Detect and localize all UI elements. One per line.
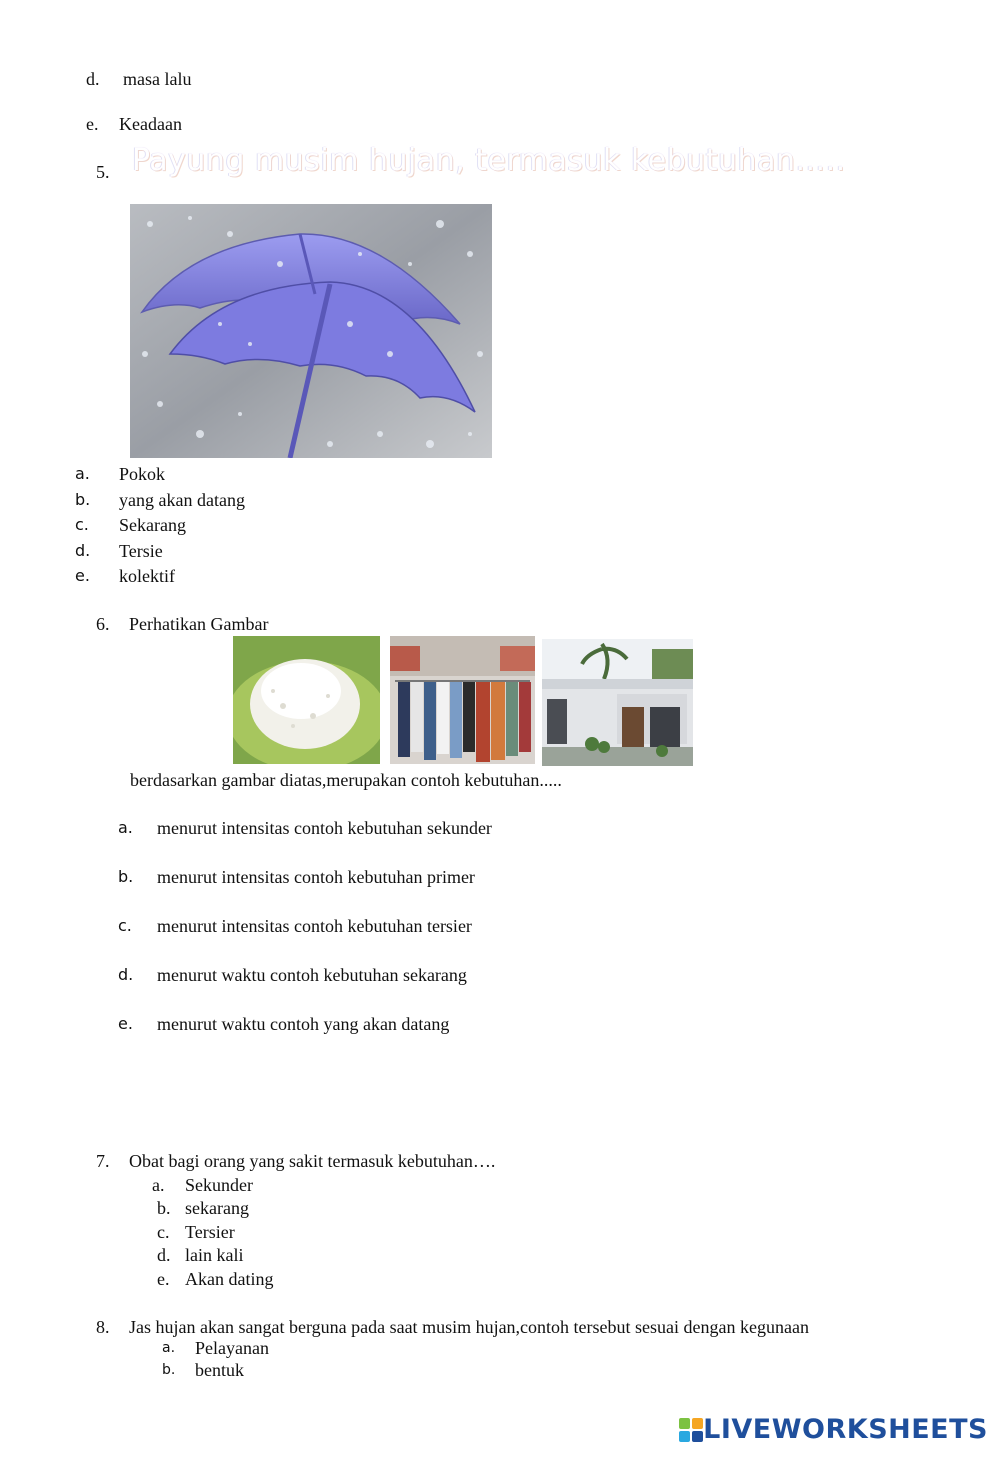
rice-photo: [233, 636, 380, 764]
q8-option-b-letter: b.: [162, 1362, 176, 1378]
umbrella-in-rain-photo: [130, 204, 492, 458]
q4-option-e-text: Keadaan: [119, 114, 182, 134]
q8-option-a-letter: a.: [162, 1340, 176, 1356]
q8-number: 8.: [96, 1317, 110, 1337]
q7-option-c-text: Tersier: [185, 1222, 235, 1242]
q7-number: 7.: [96, 1151, 110, 1171]
q8-question: Jas hujan akan sangat berguna pada saat musim hujan,contoh tersebut sesuai dengan kegunaan: [129, 1317, 809, 1337]
q7-question: Obat bagi orang yang sakit termasuk kebutuhan….: [129, 1151, 496, 1171]
q5-option-d-text: Tersie: [119, 541, 163, 561]
q6-option-b-text: menurut intensitas contoh kebutuhan primer: [157, 867, 475, 887]
q4-option-d-text: masa lalu: [123, 69, 192, 89]
q5-option-a-letter: a.: [75, 464, 90, 483]
q4-option-e-letter: e.: [86, 114, 99, 134]
q6-option-e-text: menurut waktu contoh yang akan datang: [157, 1014, 450, 1034]
q7-option-b-text: sekarang: [185, 1198, 249, 1218]
q4-option-d-letter: d.: [86, 69, 100, 89]
q5-question: Payung musim hujan, termasuk kebutuhan.....: [132, 143, 846, 178]
q5-number: 5.: [96, 162, 110, 182]
q6-prompt: berdasarkan gambar diatas,merupakan contoh kebutuhan.....: [130, 770, 562, 790]
q7-option-d-text: lain kali: [185, 1245, 244, 1265]
clothing-rack-photo: [390, 636, 535, 764]
q7-option-b-letter: b.: [157, 1198, 171, 1218]
liveworksheets-logo: [679, 1414, 988, 1445]
liveworksheets-logo-icon: [679, 1418, 703, 1442]
q5-option-c-letter: c.: [75, 515, 89, 534]
q8-option-b-text: bentuk: [195, 1360, 244, 1380]
q6-option-c-text: menurut intensitas contoh kebutuhan tersier: [157, 916, 472, 936]
q7-option-c-letter: c.: [157, 1222, 170, 1242]
q7-option-a-text: Sekunder: [185, 1175, 253, 1195]
q6-option-e-letter: e.: [118, 1014, 133, 1033]
q7-option-e-letter: e.: [157, 1269, 170, 1289]
q7-option-e-text: Akan dating: [185, 1269, 274, 1289]
q6-number: 6.: [96, 614, 110, 634]
q5-option-e-letter: e.: [75, 566, 90, 585]
q6-option-d-letter: d.: [118, 965, 134, 984]
q5-option-e-text: kolektif: [119, 566, 175, 586]
q5-option-c-text: Sekarang: [119, 515, 186, 535]
q6-title: Perhatikan Gambar: [129, 614, 269, 634]
q7-option-d-letter: d.: [157, 1245, 171, 1265]
q6-option-a-text: menurut intensitas contoh kebutuhan sekunder: [157, 818, 492, 838]
q6-option-b-letter: b.: [118, 867, 134, 886]
q6-option-c-letter: c.: [118, 916, 132, 935]
liveworksheets-logo-text: LIVEWORKSHEETS: [703, 1414, 988, 1445]
q6-option-a-letter: a.: [118, 818, 133, 837]
q5-option-b-text: yang akan datang: [119, 490, 245, 510]
q7-option-a-letter: a.: [152, 1175, 165, 1195]
q8-option-a-text: Pelayanan: [195, 1338, 269, 1358]
q5-option-d-letter: d.: [75, 541, 91, 560]
q5-option-b-letter: b.: [75, 490, 91, 509]
q6-option-d-text: menurut waktu contoh kebutuhan sekarang: [157, 965, 467, 985]
q5-option-a-text: Pokok: [119, 464, 166, 484]
house-photo: [542, 639, 693, 766]
